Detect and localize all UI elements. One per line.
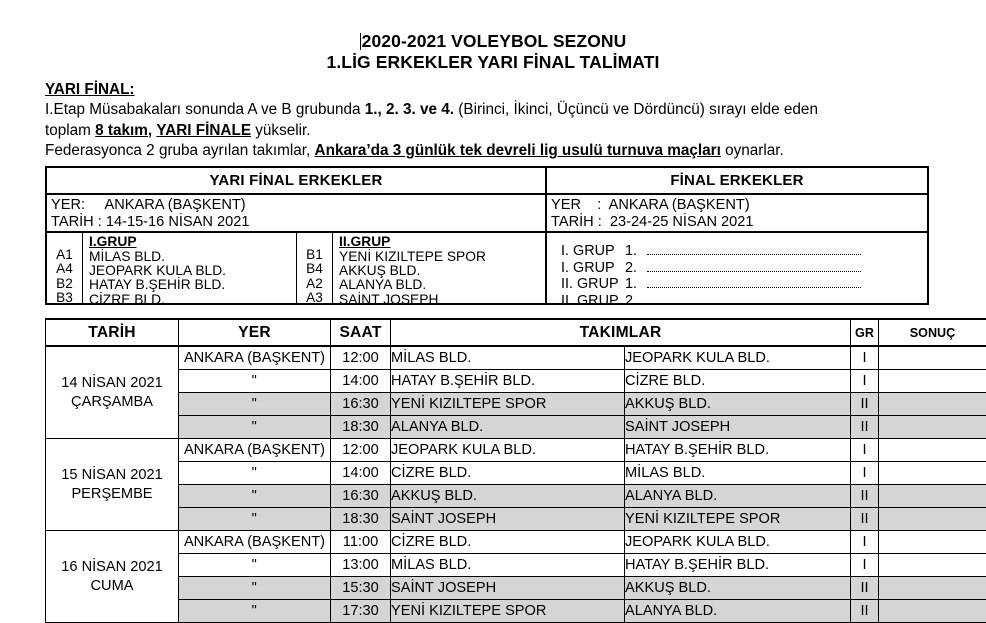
group-2-team: SAİNT JOSEPH bbox=[339, 293, 545, 307]
schedule-body bbox=[46, 346, 986, 623]
match-venue: " bbox=[179, 462, 331, 485]
match-group: I bbox=[851, 346, 879, 370]
match-group: II bbox=[851, 577, 879, 600]
semifinal-groups bbox=[47, 233, 545, 303]
day-cell bbox=[46, 346, 179, 439]
group-2-code: A2 bbox=[297, 277, 332, 291]
match-result[interactable] bbox=[879, 439, 986, 462]
semifinal-venue: YER: ANKARA (BAŞKENT) bbox=[51, 197, 246, 213]
final-slot bbox=[561, 243, 861, 260]
table-row[interactable] bbox=[46, 462, 986, 485]
col-header-saat: SAAT bbox=[331, 319, 391, 346]
match-home-team: MİLAS BLD. bbox=[391, 554, 625, 577]
final-slot-group: II. GRUP bbox=[561, 294, 625, 310]
table-row[interactable] bbox=[46, 485, 986, 508]
match-away-team: JEOPARK KULA BLD. bbox=[625, 531, 851, 554]
match-venue: " bbox=[179, 577, 331, 600]
match-away-team: AKKUŞ BLD. bbox=[625, 393, 851, 416]
intro-line-3-c: oynarlar. bbox=[721, 142, 784, 159]
group-1-code: A1 bbox=[47, 248, 82, 262]
match-home-team: CİZRE BLD. bbox=[391, 531, 625, 554]
day-weekday: PERŞEMBE bbox=[46, 485, 178, 504]
group-1-team: HATAY B.ŞEHİR BLD. bbox=[89, 278, 296, 292]
day-weekday: CUMA bbox=[46, 577, 178, 596]
final-panel bbox=[547, 168, 927, 303]
match-time: 18:30 bbox=[331, 416, 391, 439]
match-time: 12:00 bbox=[331, 346, 391, 370]
match-away-team: SAİNT JOSEPH bbox=[625, 416, 851, 439]
table-row[interactable] bbox=[46, 600, 986, 623]
match-result[interactable] bbox=[879, 508, 986, 531]
schedule-header-row bbox=[46, 319, 986, 346]
match-venue: " bbox=[179, 600, 331, 623]
table-row[interactable] bbox=[46, 531, 986, 554]
match-away-team: MİLAS BLD. bbox=[625, 462, 851, 485]
day-weekday: ÇARŞAMBA bbox=[46, 393, 178, 412]
match-group: I bbox=[851, 462, 879, 485]
semifinal-panel-header: YARI FİNAL ERKEKLER bbox=[47, 168, 545, 195]
final-slot bbox=[561, 276, 861, 293]
match-time: 16:30 bbox=[331, 393, 391, 416]
group-2-code: B4 bbox=[297, 262, 332, 276]
match-result[interactable] bbox=[879, 531, 986, 554]
day-date: 16 NİSAN 2021 bbox=[46, 558, 178, 577]
top-panels-grid bbox=[45, 166, 929, 305]
match-home-team: AKKUŞ BLD. bbox=[391, 485, 625, 508]
match-home-team: JEOPARK KULA BLD. bbox=[391, 439, 625, 462]
final-qualifier-slots bbox=[547, 233, 927, 303]
match-venue: " bbox=[179, 393, 331, 416]
match-away-team: CİZRE BLD. bbox=[625, 370, 851, 393]
final-slot-rank: 2. bbox=[625, 294, 647, 310]
table-row[interactable] bbox=[46, 577, 986, 600]
match-group: I bbox=[851, 370, 879, 393]
match-time: 17:30 bbox=[331, 600, 391, 623]
intro-paragraph bbox=[45, 80, 945, 162]
group-1-team: JEOPARK KULA BLD. bbox=[89, 264, 296, 278]
intro-line-3-bold: Ankara’da 3 günlük tek devreli lig usulü turnuva maçları bbox=[315, 142, 721, 159]
group-2-names bbox=[333, 233, 545, 303]
intro-line-2-bold-2: YARI FİNALE bbox=[156, 122, 251, 139]
match-away-team: ALANYA BLD. bbox=[625, 600, 851, 623]
day-date: 15 NİSAN 2021 bbox=[46, 466, 178, 485]
table-row[interactable] bbox=[46, 439, 986, 462]
match-away-team: JEOPARK KULA BLD. bbox=[625, 346, 851, 370]
intro-line-2-bold-1: 8 takım, bbox=[95, 122, 152, 139]
table-row[interactable] bbox=[46, 416, 986, 439]
top-panels bbox=[45, 166, 929, 305]
col-header-yer: YER bbox=[179, 319, 331, 346]
document-title-block bbox=[0, 31, 986, 73]
intro-line-2-a: toplam bbox=[45, 122, 95, 139]
text-cursor-icon bbox=[360, 33, 361, 50]
final-slot-blank[interactable] bbox=[647, 276, 861, 288]
match-venue: ANKARA (BAŞKENT) bbox=[179, 346, 331, 370]
intro-line-2 bbox=[45, 121, 945, 141]
match-time: 12:00 bbox=[331, 439, 391, 462]
table-row[interactable] bbox=[46, 508, 986, 531]
semifinal-panel bbox=[47, 168, 547, 303]
match-group: II bbox=[851, 600, 879, 623]
page-title-text: 2020-2021 VOLEYBOL SEZONU bbox=[362, 31, 627, 51]
match-away-team: HATAY B.ŞEHİR BLD. bbox=[625, 439, 851, 462]
match-away-team: AKKUŞ BLD. bbox=[625, 577, 851, 600]
group-2-code: A3 bbox=[297, 291, 332, 305]
match-home-team: SAİNT JOSEPH bbox=[391, 577, 625, 600]
table-row[interactable] bbox=[46, 346, 986, 370]
final-slot-blank[interactable] bbox=[647, 260, 861, 272]
match-venue: " bbox=[179, 416, 331, 439]
day-date: 14 NİSAN 2021 bbox=[46, 374, 178, 393]
final-slot-blank[interactable] bbox=[647, 293, 861, 305]
final-slot bbox=[561, 293, 861, 310]
match-away-team: ALANYA BLD. bbox=[625, 485, 851, 508]
group-1-names bbox=[83, 233, 296, 303]
match-venue: " bbox=[179, 370, 331, 393]
match-home-team: MİLAS BLD. bbox=[391, 346, 625, 370]
final-slot-rank: 1. bbox=[625, 244, 647, 260]
match-venue: " bbox=[179, 485, 331, 508]
final-slot-group: I. GRUP bbox=[561, 261, 625, 277]
final-slot bbox=[561, 260, 861, 277]
intro-line-3-a: Federasyonca 2 gruba ayrılan takımlar, bbox=[45, 142, 315, 159]
match-result[interactable] bbox=[879, 485, 986, 508]
match-time: 16:30 bbox=[331, 485, 391, 508]
intro-line-1 bbox=[45, 100, 945, 120]
group-2-team: YENİ KIZILTEPE SPOR bbox=[339, 250, 545, 264]
intro-line-1-bold: 1., 2. 3. ve 4. bbox=[365, 101, 454, 118]
match-venue: " bbox=[179, 554, 331, 577]
match-group: I bbox=[851, 554, 879, 577]
page-subtitle: 1.LİG ERKEKLER YARI FİNAL TALİMATI bbox=[0, 52, 986, 73]
group-1 bbox=[47, 233, 297, 303]
group-1-codes bbox=[47, 233, 83, 303]
match-time: 18:30 bbox=[331, 508, 391, 531]
group-2-team: ALANYA BLD. bbox=[339, 278, 545, 292]
group-1-team: CİZRE BLD. bbox=[89, 293, 296, 307]
intro-line-1-c: (Birinci, İkinci, Üçüncü ve Dördüncü) sırayı elde eden bbox=[454, 101, 818, 118]
match-time: 14:00 bbox=[331, 370, 391, 393]
match-result[interactable] bbox=[879, 393, 986, 416]
day-cell bbox=[46, 439, 179, 531]
match-home-team: SAİNT JOSEPH bbox=[391, 508, 625, 531]
intro-heading: YARI FİNAL: bbox=[45, 81, 135, 98]
group-1-code: B2 bbox=[47, 277, 82, 291]
match-venue: ANKARA (BAŞKENT) bbox=[179, 531, 331, 554]
page-title bbox=[0, 31, 986, 52]
match-time: 15:30 bbox=[331, 577, 391, 600]
final-slot-group: I. GRUP bbox=[561, 244, 625, 260]
group-1-team: MİLAS BLD. bbox=[89, 250, 296, 264]
match-home-team: YENİ KIZILTEPE SPOR bbox=[391, 393, 625, 416]
match-result[interactable] bbox=[879, 416, 986, 439]
col-header-takimlar: TAKIMLAR bbox=[391, 319, 851, 346]
final-panel-meta bbox=[547, 195, 927, 233]
semifinal-date: TARİH : 14-15-16 NİSAN 2021 bbox=[51, 214, 249, 230]
intro-heading-line bbox=[45, 80, 945, 100]
final-slot-rank: 1. bbox=[625, 277, 647, 293]
intro-line-1-a: I.Etap Müsabakaları sonunda A ve B grubunda bbox=[45, 101, 365, 118]
col-header-sonuc: SONUÇ bbox=[879, 319, 986, 346]
final-slot-rank: 2. bbox=[625, 261, 647, 277]
group-2-title: II.GRUP bbox=[339, 235, 545, 249]
final-slot-list bbox=[547, 233, 861, 303]
match-away-team: HATAY B.ŞEHİR BLD. bbox=[625, 554, 851, 577]
match-group: II bbox=[851, 508, 879, 531]
match-home-team: YENİ KIZILTEPE SPOR bbox=[391, 600, 625, 623]
col-header-tarih: TARİH bbox=[46, 319, 179, 346]
intro-line-3 bbox=[45, 141, 945, 161]
match-result[interactable] bbox=[879, 600, 986, 623]
match-time: 11:00 bbox=[331, 531, 391, 554]
table-row[interactable] bbox=[46, 554, 986, 577]
final-slot-group: II. GRUP bbox=[561, 277, 625, 293]
final-date: TARİH : 23-24-25 NİSAN 2021 bbox=[551, 214, 754, 230]
match-group: II bbox=[851, 416, 879, 439]
match-group: I bbox=[851, 531, 879, 554]
match-group: II bbox=[851, 393, 879, 416]
match-time: 13:00 bbox=[331, 554, 391, 577]
final-slot-blank[interactable] bbox=[647, 243, 861, 255]
match-group: II bbox=[851, 485, 879, 508]
match-result[interactable] bbox=[879, 346, 986, 370]
table-row[interactable] bbox=[46, 370, 986, 393]
match-home-team: HATAY B.ŞEHİR BLD. bbox=[391, 370, 625, 393]
match-venue: " bbox=[179, 508, 331, 531]
col-header-gr: GR bbox=[851, 319, 879, 346]
table-row[interactable] bbox=[46, 393, 986, 416]
intro-line-2-e: yükselir. bbox=[251, 122, 311, 139]
match-time: 14:00 bbox=[331, 462, 391, 485]
group-2-team: AKKUŞ BLD. bbox=[339, 264, 545, 278]
match-result[interactable] bbox=[879, 462, 986, 485]
match-away-team: YENİ KIZILTEPE SPOR bbox=[625, 508, 851, 531]
group-2-code: B1 bbox=[297, 248, 332, 262]
match-schedule-table bbox=[45, 318, 986, 623]
day-cell bbox=[46, 531, 179, 623]
match-result[interactable] bbox=[879, 577, 986, 600]
schedule-header bbox=[46, 319, 986, 346]
group-2 bbox=[297, 233, 545, 303]
group-1-title: I.GRUP bbox=[89, 235, 296, 249]
match-result[interactable] bbox=[879, 370, 986, 393]
semifinal-panel-meta bbox=[47, 195, 545, 233]
final-panel-header: FİNAL ERKEKLER bbox=[547, 168, 927, 195]
group-2-codes bbox=[297, 233, 333, 303]
final-venue: YER : ANKARA (BAŞKENT) bbox=[551, 197, 750, 213]
group-1-code: B3 bbox=[47, 291, 82, 305]
match-group: I bbox=[851, 439, 879, 462]
group-1-code: A4 bbox=[47, 262, 82, 276]
match-result[interactable] bbox=[879, 554, 986, 577]
match-home-team: CİZRE BLD. bbox=[391, 462, 625, 485]
match-home-team: ALANYA BLD. bbox=[391, 416, 625, 439]
match-venue: ANKARA (BAŞKENT) bbox=[179, 439, 331, 462]
